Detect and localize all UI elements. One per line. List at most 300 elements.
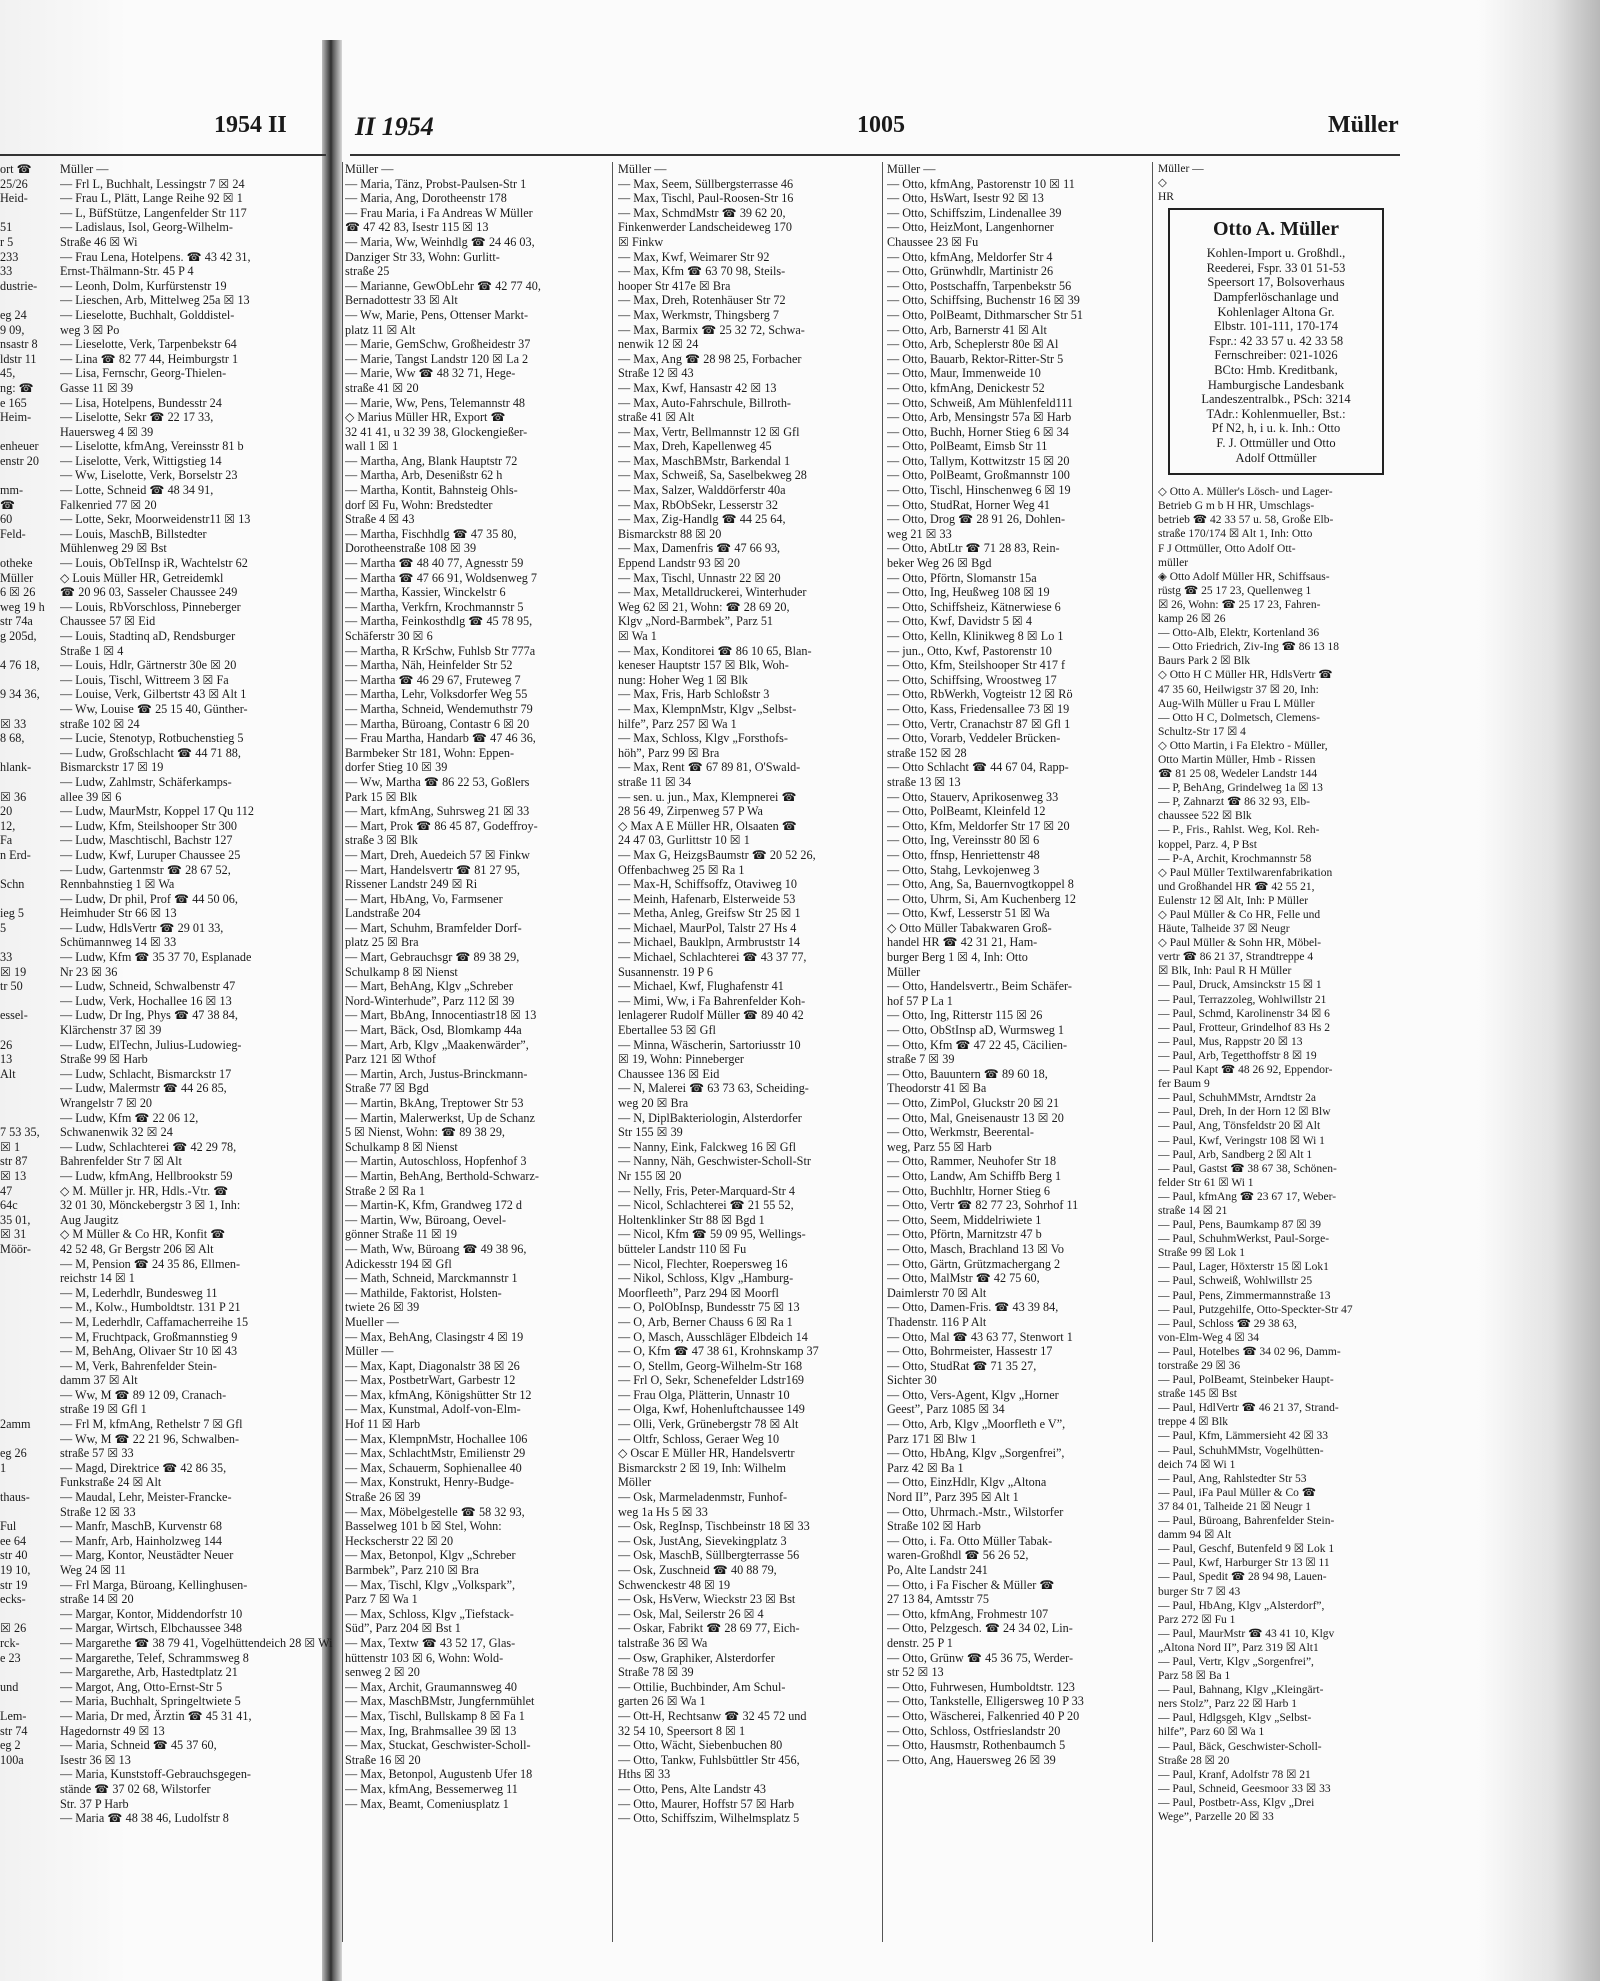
directory-entry-line: — Otto, Mal, Gneisenaustr 13 ☒ 20 (887, 1110, 1064, 1125)
directory-entry-line: waren-Großhdl ☎ 56 26 52, (887, 1548, 1029, 1563)
directory-entry-line: — jun., Otto, Kwf, Pastorenstr 10 (887, 643, 1052, 658)
directory-entry-line: Feld- (0, 526, 26, 541)
directory-entry-line: Süd”, Parz 204 ☒ Bst 1 (345, 1621, 461, 1636)
directory-entry-line: — Otto H C, Dolmetsch, Clemens- (1158, 711, 1320, 724)
directory-entry-line: — Mart, Schuhm, Bramfelder Dorf- (345, 920, 522, 935)
directory-entry-line: — Otto, Bauuntern ☎ 89 60 18, (887, 1066, 1048, 1081)
directory-entry-line: — Maudal, Lehr, Meister-Francke- (60, 1490, 232, 1505)
directory-entry-line: — Martin, Arch, Justus-Brinckmann- (345, 1066, 528, 1081)
directory-entry-line: — Max, Tischl, Unnastr 22 ☒ 20 (618, 570, 781, 585)
directory-entry-line: — Otto, Rammer, Neuhofer Str 18 (887, 1154, 1057, 1169)
directory-entry-line: — Otto, PolBeamt, Kleinfeld 12 (887, 804, 1046, 819)
directory-entry-line: — Oltfr, Schloss, Geraer Weg 10 (618, 1431, 780, 1446)
directory-entry-line: Barmbeker Str 181, Wohn: Eppen- (345, 745, 515, 760)
directory-entry-line: Müller — (60, 162, 109, 176)
directory-entry-line: 9 34 36, (0, 687, 40, 702)
directory-entry-line: — Manfr, Arb, Hainholzweg 144 (60, 1533, 222, 1548)
directory-entry-line: 45, (0, 366, 16, 381)
directory-entry-line: — Ott-H, Rechtsanw ☎ 32 45 72 und (618, 1708, 807, 1723)
directory-entry-line: — Olga, Kwf, Hohenluftchaussee 149 (618, 1402, 805, 1417)
directory-entry-line (0, 1665, 50, 1680)
directory-entry-line: Holtenklinker Str 88 ☒ Bgd 1 (618, 1212, 765, 1227)
directory-entry-line: — Otto, Buchh, Horner Stieg 6 ☒ 34 (887, 424, 1069, 439)
directory-entry-line: — Paul, Hdlgsgeh, Klgv „Selbst- (1158, 1712, 1312, 1725)
directory-entry-line: Adolf Ottmüller (1235, 450, 1317, 465)
directory-entry-line: — Ww, Liselotte, Verk, Borselstr 23 (60, 468, 238, 483)
directory-entry-line: — Marie, Ww ☎ 48 32 71, Hege- (345, 366, 516, 381)
directory-entry-line: hlank- (0, 760, 32, 775)
directory-entry-line: Kohlenlager Altona Gr. (1217, 304, 1335, 319)
directory-entry-line: betrieb ☎ 42 33 57 u. 58, Große Elb- (1158, 514, 1334, 527)
directory-entry-line: ☒ 1 (0, 1139, 21, 1154)
directory-entry-line: — Lisa, Hotelpens, Bundesstr 24 (60, 395, 222, 410)
directory-entry-line: — Otto, Tallym, Kottwitzstr 15 ☒ 20 (887, 453, 1070, 468)
directory-entry-line: Straße 12 ☒ 43 (618, 366, 694, 381)
directory-entry-line: — Marie, Tangst Landstr 120 ☒ La 2 (345, 351, 529, 366)
directory-entry-line: — Louise, Verk, Gilbertstr 43 ☒ Alt 1 (60, 687, 247, 702)
directory-entry-line: — Otto, Postschaffn, Tarpenbekstr 56 (887, 278, 1072, 293)
directory-entry-line: — Paul, Kwf, Harburger Str 13 ☒ 11 (1158, 1557, 1330, 1570)
directory-entry-line: Möller (618, 1475, 652, 1490)
directory-entry-line: ◇ Max A E Müller HR, Olsaaten ☎ (618, 818, 797, 833)
directory-entry-line: — Ludw, MaurMstr, Koppel 17 Qu 112 (60, 804, 254, 819)
directory-entry-line: 27 13 84, Amtsstr 75 (887, 1592, 989, 1607)
directory-entry-line: — Max-H, Schiffsoffz, Otaviweg 10 (618, 877, 797, 892)
directory-entry-line: Möör- (0, 1241, 31, 1256)
directory-entry-line: straße 13 ☒ 13 (887, 774, 961, 789)
directory-entry-line: handel HR ☎ 42 31 21, Ham- (887, 935, 1038, 950)
directory-entry-line: Bahrenfelder Str 7 ☒ Alt (60, 1154, 182, 1169)
column-divider (342, 162, 343, 1942)
directory-entry-line: — Otto, Vorarb, Veddeler Brücken- (887, 731, 1061, 746)
directory-entry-line (0, 1505, 50, 1520)
directory-entry-line (0, 293, 50, 308)
directory-entry-line: Straße 2 ☒ Ra 1 (345, 1183, 425, 1198)
directory-entry-line: F. J. Ottmüller und Otto (1216, 436, 1336, 450)
directory-entry-line: gönner Straße 11 ☒ 19 (345, 1227, 458, 1242)
directory-entry-line: — Otto, Pförtn, Slomanstr 15a (887, 570, 1037, 585)
directory-entry-line: straße 25 (345, 264, 390, 279)
directory-entry-line: und (0, 1679, 19, 1694)
directory-entry-line: weg 19 h (0, 599, 45, 614)
directory-entry-line: — Paul, Putzgehilfe, Otto-Speckter-Str 47 (1158, 1303, 1353, 1316)
directory-entry-line: — Martin-K, Kfm, Grandweg 172 d (345, 1198, 523, 1213)
directory-entry-line: straße 14 ☒ 20 (60, 1592, 134, 1607)
directory-entry-line: — Ottilie, Buchbinder, Am Schul- (618, 1679, 786, 1694)
directory-entry-line: — Frl O, Sekr, Schenefelder Ldstr169 (618, 1373, 805, 1388)
directory-entry-line: Fspr.: 42 33 57 u. 42 33 58 (1208, 333, 1344, 348)
directory-entry-line: senweg 2 ☒ 20 (345, 1665, 420, 1680)
directory-entry-line: — Otto, kfmAng, Denickestr 52 (887, 380, 1045, 395)
directory-entry-line: e 23 (0, 1650, 21, 1665)
directory-entry-line: — Mart, kfmAng, Suhrsweg 21 ☒ 33 (345, 804, 530, 819)
directory-entry-line: Rennbahnstieg 1 ☒ Wa (60, 877, 175, 892)
directory-entry-line: — Otto, Buchhltr, Horner Stieg 6 (887, 1183, 1051, 1198)
directory-entry-line: — Max, Salzer, Walddörferstr 40a (618, 483, 786, 498)
directory-entry-line: straße 19 ☒ Gfl 1 (60, 1402, 147, 1417)
directory-entry-line (0, 541, 50, 556)
directory-entry-line: Dorotheenstraße 108 ☒ 39 (345, 541, 477, 556)
directory-entry-line: — Max, Konditorei ☎ 86 10 65, Blan- (618, 643, 812, 658)
directory-entry-line: — Max, Dreh, Rotenhäuser Str 72 (618, 293, 786, 308)
directory-entry-line: — M, Fruchtpack, Großmannstieg 9 (60, 1329, 238, 1344)
directory-entry-line: Falkenried 77 ☒ 20 (60, 497, 157, 512)
directory-entry-line: — Otto, Uhrmach.-Mstr., Wilstorfer (887, 1504, 1064, 1519)
directory-entry-line: Müller — (618, 162, 667, 176)
directory-entry-line: vertr ☎ 86 21 37, Strandtreppe 4 (1158, 951, 1314, 964)
directory-entry-line: — Otto, Pförtn, Marnitzstr 47 b (887, 1227, 1042, 1242)
directory-entry-line: — Ludw, Verk, Hochallee 16 ☒ 13 (60, 993, 232, 1008)
directory-entry-line (0, 1432, 50, 1447)
directory-entry-line: Rissener Landstr 249 ☒ Ri (345, 877, 478, 892)
directory-entry-line (0, 1359, 50, 1374)
directory-entry-line: str 74a (0, 614, 33, 629)
directory-entry-line: Park 15 ☒ Blk (345, 789, 418, 804)
directory-entry-line: — Louis, ObTelInsp iR, Wachtelstr 62 (60, 556, 248, 571)
directory-entry-line: ◇ Marius Müller HR, Export ☎ (345, 410, 506, 425)
directory-entry-line: — Margarethe, Arb, Hastedtplatz 21 (60, 1665, 238, 1680)
directory-entry-line (0, 206, 50, 221)
directory-entry-line: — Otto, Ang, Hauersweg 26 ☒ 39 (887, 1752, 1056, 1767)
directory-entry-line: — Otto, ZimPol, Gluckstr 20 ☒ 21 (887, 1096, 1060, 1110)
directory-entry-line: rüstg ☎ 25 17 23, Quellenweg 1 (1158, 584, 1312, 597)
directory-entry-line: — Max, Ing, Brahmsallee 39 ☒ 13 (345, 1723, 517, 1738)
directory-entry-line: — Otto, Tankw, Fuhlsbüttler Str 456, (618, 1752, 800, 1767)
directory-entry-line: — Martin, Malerwerkst, Up de Schanz (345, 1110, 535, 1125)
directory-entry-line: — Otto, Vers-Agent, Klgv „Horner (887, 1387, 1059, 1402)
directory-entry-line: — Lotte, Sekr, Moorweidenstr11 ☒ 13 (60, 512, 251, 527)
directory-entry-line: Müller — (887, 162, 936, 176)
directory-entry-line: — Manfr, MaschB, Kurvenstr 68 (60, 1519, 222, 1534)
directory-entry-line: ecks- (0, 1592, 26, 1607)
directory-entry-line (0, 1315, 50, 1330)
directory-entry-line: — Max, Schauerm, Sophienallee 40 (345, 1460, 522, 1475)
directory-entry-line: Schümannweg 14 ☒ 33 (60, 935, 177, 950)
directory-entry-line: — Otto, Pens, Alte Landstr 43 (618, 1781, 766, 1796)
directory-entry-line: — Otto, Stauerv, Aprikosenweg 33 (887, 789, 1059, 804)
directory-entry-line: Basselweg 101 b ☒ Stel, Wohn: (345, 1519, 502, 1534)
directory-entry-line: — Otto, Arb, Mensingstr 57a ☒ Harb (887, 410, 1072, 425)
directory-entry-line: — M, Lederhdlr, Caffamacherreihe 15 (60, 1314, 249, 1329)
directory-entry-line (0, 1096, 50, 1111)
directory-entry-line: — Ludw, Kwf, Luruper Chaussee 25 (60, 847, 241, 862)
directory-entry-line: — Paul, Lager, Höxterstr 15 ☒ Lok1 (1158, 1261, 1329, 1274)
directory-entry-line (0, 644, 50, 659)
directory-entry-line: Nr 155 ☒ 20 (618, 1168, 682, 1183)
directory-entry-line: — Max, Seem, Süllbergsterrasse 46 (618, 176, 794, 191)
directory-entry-line (0, 1023, 50, 1038)
directory-entry-line: — Otto, Ing, Vereinsstr 80 ☒ 6 (887, 833, 1040, 848)
directory-entry-line: — Paul, Arb, Sandberg 2 ☒ Alt 1 (1158, 1148, 1313, 1161)
directory-entry-line: — Otto, Seem, Middelriwiete 1 (887, 1212, 1042, 1227)
directory-entry-line: — P, Zahnarzt ☎ 86 32 93, Elb- (1158, 796, 1310, 809)
directory-entry-line: — Martha ☎ 46 29 67, Fruteweg 7 (345, 672, 521, 687)
directory-entry-line: ◇ Paul Müller Textilwarenfabrikation (1158, 866, 1333, 879)
directory-entry-line: — Otto-Alb, Elektr, Kortenland 36 (1158, 627, 1320, 640)
directory-entry-line: — Osk, Mal, Seilerstr 26 ☒ 4 (618, 1606, 764, 1621)
directory-entry-line: Bernadottestr 33 ☒ Alt (345, 293, 458, 308)
directory-entry-line: — Max, PostbetrWart, Garbestr 12 (345, 1373, 516, 1388)
directory-entry-line: — Olli, Verk, Grünebergstr 78 ☒ Alt (618, 1417, 799, 1432)
directory-entry-line: — Paul, Spedit ☎ 28 94 98, Lauen- (1158, 1571, 1327, 1584)
directory-entry-line: — Max, Werkmstr, Thingsberg 7 (618, 307, 780, 322)
directory-entry-line: — Paul, Bahnang, Klgv „Kleingärt- (1158, 1684, 1324, 1697)
directory-entry-line: Häute, Talheide 37 ☒ Neugr (1158, 923, 1290, 936)
directory-entry-line: — Ladislaus, Isol, Georg-Wilhelm- (60, 220, 233, 235)
directory-entry-line: 37 84 01, Talheide 21 ☒ Neugr 1 (1158, 1500, 1312, 1513)
directory-entry-line: Kohlen-Import u. Großhdl., (1206, 246, 1346, 261)
directory-entry-line: Wrangelstr 7 ☒ 20 (60, 1096, 153, 1110)
directory-entry-line: ☒ Wa 1 (618, 629, 657, 643)
directory-entry-line: garten 26 ☒ Wa 1 (618, 1694, 706, 1709)
directory-entry-line: fer Baum 9 (1158, 1078, 1210, 1091)
directory-entry-line: — Frl L, Buchhalt, Lessingstr 7 ☒ 24 (60, 176, 245, 191)
directory-entry-line: platz 25 ☒ Bra (345, 935, 419, 950)
directory-entry-line: — Otto, RbWerkh, Vogteistr 12 ☒ Rö (887, 687, 1073, 702)
directory-entry-line: — Martha ☎ 47 66 91, Woldsenweg 7 (345, 570, 538, 585)
directory-entry-line: 64c (0, 1198, 18, 1213)
directory-entry-line: — Frl Marga, Büroang, Kellinghusen- (60, 1577, 248, 1592)
directory-entry-line: müller (1158, 556, 1189, 569)
directory-entry-line: — Paul, Terrazzoleg, Wohlwillstr 21 (1158, 993, 1327, 1006)
directory-entry-line: — Otto, Kfm, Steilshooper Str 417 f (887, 658, 1066, 673)
directory-entry-line: otheke (0, 556, 33, 571)
directory-entry-line: — Nanny, Eink, Falckweg 16 ☒ Gfl (618, 1139, 797, 1154)
directory-entry-line: ☒ Blk, Inh: Paul R H Müller (1158, 965, 1292, 978)
directory-entry-line: — Marie, Ww, Pens, Telemannstr 48 (345, 395, 526, 410)
directory-entry-line: — Max, Betonpol, Augustenb Ufer 18 (345, 1767, 533, 1782)
directory-entry-line: — Max G, HeizgsBaumstr ☎ 20 52 26, (618, 847, 816, 862)
directory-entry-line: — Mathilde, Faktorist, Holsten- (345, 1285, 502, 1300)
directory-entry-line: lenlagerer Rudolf Müller ☎ 89 40 42 (618, 1008, 804, 1023)
directory-entry-line (0, 1475, 50, 1490)
directory-entry-line: — Otto, Vertr, Cranachstr 87 ☒ Gfl 1 (887, 716, 1071, 731)
directory-entry-line: — Ww, Louise ☎ 25 15 40, Günther- (60, 701, 248, 716)
directory-entry-line: Parz 7 ☒ Wa 1 (345, 1592, 418, 1607)
directory-entry-line: — Max, Beamt, Comeniusplatz 1 (345, 1796, 509, 1811)
directory-entry-line: ☒ 26 (0, 1621, 27, 1636)
advertisement-box (1168, 208, 1384, 475)
directory-entry-line: — Martha, Lehr, Volksdorfer Weg 55 (345, 687, 528, 702)
directory-entry-line: — Paul, SchuhMMstr, Vogelhütten- (1158, 1444, 1324, 1457)
directory-entry-line: Geest”, Parz 1085 ☒ 34 (887, 1402, 1005, 1417)
directory-entry-line: damm 37 ☒ Alt (60, 1373, 138, 1388)
directory-entry-line (0, 702, 50, 717)
directory-entry-line: — Louis, Stadtinq aD, Rendsburger (60, 629, 236, 643)
directory-entry-line: ◇ Otto H C Müller HR, HdlsVertr ☎ (1158, 669, 1333, 682)
left-page-column-fragment (0, 162, 50, 1942)
directory-entry-line: Barmbek”, Parz 210 ☒ Bra (345, 1563, 479, 1577)
directory-entry-line (0, 1081, 50, 1096)
directory-entry-line: — Max, MaschBMstr, Barkendal 1 (618, 453, 791, 468)
directory-entry-line: Heimhuder Str 66 ☒ 13 (60, 906, 177, 921)
directory-entry-line: — Max, Metalldruckerei, Winterhuder (618, 585, 807, 600)
directory-entry-line: Hamburgische Landesbank (1207, 377, 1345, 392)
directory-entry-line: — Otto, Ing, Heußweg 108 ☒ 19 (887, 585, 1050, 600)
directory-entry-line: ☒ 19, Wohn: Pinneberger (618, 1052, 744, 1067)
directory-entry-line: — Max, Schloss, Klgv „Tiefstack- (345, 1606, 514, 1621)
directory-entry-line (0, 673, 50, 688)
directory-entry-line: — Nicol, Kfm ☎ 59 09 95, Wellings- (618, 1227, 806, 1242)
directory-entry-line: Nord-Winterhude”, Parz 112 ☒ 39 (345, 993, 515, 1008)
directory-entry-line: Mühlenweg 29 ☒ Bst (60, 541, 167, 556)
directory-entry-line: — Martin, Autoschloss, Hopfenhof 3 (345, 1154, 527, 1169)
directory-entry-line: — Otto, kfmAng, Meldorfer Str 4 (887, 249, 1053, 264)
directory-entry-line: — Max, Zig-Handlg ☎ 44 25 64, (618, 512, 786, 527)
directory-entry-line: — Frau Martha, Handarb ☎ 47 46 36, (345, 731, 536, 746)
directory-entry-line: — Otto, Drog ☎ 28 91 26, Dohlen- (887, 512, 1066, 527)
directory-entry-line: — Otto, ObStInsp aD, Wurmsweg 1 (887, 1023, 1065, 1038)
directory-entry-line: Straße 46 ☒ Wi (60, 234, 138, 249)
directory-entry-line: — Otto, ffnsp, Henriettenstr 48 (887, 847, 1040, 862)
directory-entry-line: ee 64 (0, 1533, 27, 1548)
directory-entry-line: Chaussee 136 ☒ Eid (618, 1066, 720, 1081)
directory-entry-line: — Paul Kapt ☎ 48 26 92, Eppendor- (1158, 1064, 1333, 1077)
directory-entry-line: — Metha, Anleg, Greifsw Str 25 ☒ 1 (618, 906, 801, 921)
directory-entry-line: — O, PolObInsp, Bundesstr 75 ☒ 13 (618, 1300, 800, 1315)
directory-entry-line: ☒ 13 (0, 1168, 27, 1183)
directory-entry-line: und Großhandel HR ☎ 42 55 21, (1158, 880, 1315, 893)
directory-entry-line: Bismarckstr 17 ☒ 19 (60, 760, 164, 775)
directory-entry-line: nenwik 12 ☒ 24 (618, 337, 699, 352)
directory-entry-line: — Leonh, Dolm, Kurfürstenstr 19 (60, 278, 227, 293)
directory-entry-line: — Paul, Kwf, Veringstr 108 ☒ Wi 1 (1158, 1134, 1325, 1147)
directory-entry-line (0, 425, 50, 440)
directory-entry-line: straße 41 ☒ Alt (618, 410, 695, 425)
directory-entry-line: — Max, Damenfris ☎ 47 66 93, (618, 541, 781, 556)
directory-entry-line: ieg 5 (0, 906, 25, 921)
directory-entry-line: — Otto, Kelln, Klinikweg 8 ☒ Lo 1 (887, 629, 1064, 643)
directory-entry-line: — Otto, Landw, Am Schiffb Berg 1 (887, 1168, 1062, 1183)
directory-entry-line: — Ludw, Schneid, Schwalbenstr 47 (60, 979, 236, 994)
directory-entry-line: 47 35 60, Heilwigstr 37 ☒ 20, Inh: (1158, 683, 1319, 696)
directory-entry-line: — Otto, HeizMont, Langenhorner (887, 220, 1054, 235)
directory-entry-line: — Paul, HbAng, Klgv „Alsterdorf”, (1158, 1599, 1325, 1612)
directory-entry-line: — Otto, Bauarb, Rektor-Ritter-Str 5 (887, 351, 1064, 366)
directory-entry-line: — Max, Kunstmal, Adolf-von-Elm- (345, 1402, 521, 1417)
directory-entry-line: — Otto, Kfm ☎ 47 22 45, Cäcilien- (887, 1037, 1068, 1052)
directory-entry-line: Landeszentralbk., PSch: 3214 (1201, 392, 1351, 407)
directory-entry-line: — Mart, Handelsvertr ☎ 81 27 95, (345, 862, 520, 877)
directory-entry-line: 25/26 (0, 176, 28, 191)
directory-entry-line: — Otto, Gärtn, Grützmachergang 2 (887, 1256, 1061, 1271)
directory-entry-line: 13 (0, 1052, 13, 1067)
directory-entry-line: höh”, Parz 99 ☒ Bra (618, 745, 720, 760)
directory-entry-line: — Lotte, Schneid ☎ 48 34 91, (60, 483, 214, 498)
directory-entry-line: — Martin, BehAng, Berthold-Schwarz- (345, 1168, 539, 1183)
directory-entry-line (0, 1300, 50, 1315)
directory-entry-line: — Otto, Schiffsheiz, Kätnerwiese 6 (887, 599, 1061, 614)
directory-entry-line: — Osk, HsVerw, Wieckstr 23 ☒ Bst (618, 1592, 796, 1607)
directory-entry-line: straße 41 ☒ 20 (345, 380, 419, 395)
directory-entry-line (0, 746, 50, 761)
directory-entry-line: Funkstraße 24 ☒ Alt (60, 1475, 162, 1490)
directory-entry-line: — Osk, RegInsp, Tischbeinstr 18 ☒ 33 (618, 1519, 810, 1534)
directory-entry-line: 1 (0, 1460, 7, 1475)
directory-entry-line: essel- (0, 1008, 28, 1023)
directory-entry-line (0, 1344, 50, 1359)
directory-entry-line: — N, DiplBakteriologin, Alsterdorfer (618, 1110, 802, 1125)
directory-entry-line: — Ludw, Maschtischl, Bachstr 127 (60, 833, 233, 848)
directory-entry-line: beker Weg 26 ☒ Bgd (887, 556, 992, 571)
directory-entry-line: — P-A, Archit, Krochmannstr 58 (1158, 852, 1312, 865)
directory-entry-line: — Margarethe ☎ 38 79 41, Vogelhüttendeich 28 ☒ Wi (60, 1635, 333, 1650)
directory-entry-line: Müller (887, 964, 921, 979)
directory-entry-line: ☒ 31 (0, 1227, 27, 1242)
directory-entry-line: — Louis, Hdlr, Gärtnerstr 30e ☒ 20 (60, 658, 237, 673)
directory-entry-line: — Max, Kwf, Weimarer Str 92 (618, 249, 770, 264)
directory-entry-line: Straße 26 ☒ 39 (345, 1490, 421, 1505)
directory-entry-line: Chaussee 23 ☒ Fu (887, 234, 979, 249)
directory-entry-line: — Lieselotte, Buchhalt, Golddistel- (60, 307, 235, 322)
directory-entry-line: — Otto, Pelzgesch. ☎ 24 34 02, Lin- (887, 1621, 1073, 1636)
directory-entry-line: — Max, KlempnMstr, Klgv „Selbst- (618, 701, 797, 716)
directory-entry-line: — Otto, Maurer, Hoffstr 57 ☒ Harb (618, 1796, 795, 1811)
directory-entry-line: allee 39 ☒ 6 (60, 789, 122, 804)
directory-entry-line: — Paul, Dreh, In der Horn 12 ☒ Blw (1158, 1106, 1331, 1119)
directory-entry-line: — Paul, Geschf, Butenfeld 9 ☒ Lok 1 (1158, 1543, 1335, 1556)
directory-entry-line: ◇ (1158, 177, 1167, 190)
directory-entry-line: str 74 (0, 1723, 28, 1738)
directory-entry-line: — M, Pension ☎ 24 35 86, Ellmen- (60, 1256, 241, 1271)
directory-entry-line: — Paul, Pens, Baumkamp 87 ☒ 39 (1158, 1219, 1321, 1232)
directory-entry-line: — Otto, StudRat, Horner Weg 41 (887, 497, 1050, 512)
directory-entry-line: — Martha, Kontit, Bahnsteig Ohls- (345, 483, 518, 498)
directory-entry-line: deich 74 ☒ Wi 1 (1158, 1458, 1236, 1471)
directory-entry-line: Fa (0, 833, 13, 848)
directory-entry-line: straße 7 ☒ 39 (887, 1052, 955, 1067)
directory-entry-line: — Paul, Ang, Tönsfeldstr 20 ☒ Alt (1158, 1120, 1321, 1133)
directory-entry-line (0, 892, 50, 907)
directory-entry-line: — Paul, Druck, Amsinckstr 15 ☒ 1 (1158, 979, 1322, 992)
directory-entry-line: — Mart, Arb, Klgv „Maakenwärder”, (345, 1037, 529, 1052)
directory-entry-line: — Mimi, Ww, i Fa Bahrenfelder Koh- (618, 993, 806, 1008)
directory-entry-line: — Paul, MaurMstr ☎ 43 41 10, Klgv (1158, 1627, 1335, 1640)
directory-entry-line: Str 155 ☒ 39 (618, 1125, 683, 1140)
directory-entry-line: — Martin, BkAng, Treptower Str 53 (345, 1096, 524, 1110)
page-edge-shadow (1480, 0, 1600, 1981)
directory-entry-line: — Frl M, kfmAng, Rethelstr 7 ☒ Gfl (60, 1417, 243, 1432)
directory-entry-line: — Ludw, ElTechn, Julius-Ludowieg- (60, 1037, 242, 1052)
directory-entry-line: — Paul, Pens, Zimmermannstraße 13 (1158, 1289, 1331, 1302)
directory-entry-line: — Paul, PolBeamt, Steinbeker Haupt- (1158, 1374, 1334, 1387)
directory-entry-line: ◇ Otto Martin, i Fa Elektro - Müller, (1158, 739, 1328, 752)
directory-entry-line: — Mart, Dreh, Auedeich 57 ☒ Finkw (345, 847, 530, 862)
directory-entry-line: str 40 (0, 1548, 28, 1563)
directory-entry-line: Gasse 11 ☒ 39 (60, 380, 134, 395)
directory-entry-line: — Marie, GemSchw, Großheidestr 37 (345, 337, 531, 352)
directory-entry-line: Offenbachweg 25 ☒ Ra 1 (618, 862, 745, 877)
directory-entry-line: — Otto, StudRat ☎ 71 35 27, (887, 1358, 1037, 1373)
directory-entry-line: Mueller — (345, 1314, 399, 1329)
directory-entry-line: — Osk, MaschB, Süllbergterrasse 56 (618, 1548, 800, 1563)
directory-entry-line: straße 11 ☒ 34 (618, 774, 692, 789)
directory-entry-line: straße 57 ☒ 33 (60, 1446, 134, 1461)
directory-entry-line: 60 (0, 512, 13, 527)
directory-entry-line: weg, Parz 55 ☒ Harb (887, 1139, 992, 1154)
directory-column-5 (1158, 162, 1398, 1942)
directory-entry-line: — Otto, Bohrmeister, Hassestr 17 (887, 1344, 1053, 1359)
header-rule-right (350, 154, 1400, 156)
directory-entry-line: „Altona Nord II”, Parz 319 ☒ Alt1 (1158, 1641, 1319, 1654)
directory-entry-line: — Max, Tischl, Klgv „Volkspark”, (345, 1577, 516, 1592)
directory-entry-line: — Otto, Kfm, Meldorfer Str 17 ☒ 20 (887, 818, 1070, 833)
directory-entry-line: — Michael, MaurPol, Talstr 27 Hs 4 (618, 920, 797, 935)
directory-entry-line: — Lisa, Fernschr, Georg-Thielen- (60, 366, 227, 381)
directory-entry-line: — Oskar, Fabrikt ☎ 28 69 77, Eich- (618, 1621, 800, 1636)
directory-entry-line: Eulenstr 12 ☒ Alt, Inh: P Müller (1158, 894, 1309, 907)
directory-entry-line: — Mart, BbAng, Innocentiastr18 ☒ 13 (345, 1008, 537, 1023)
